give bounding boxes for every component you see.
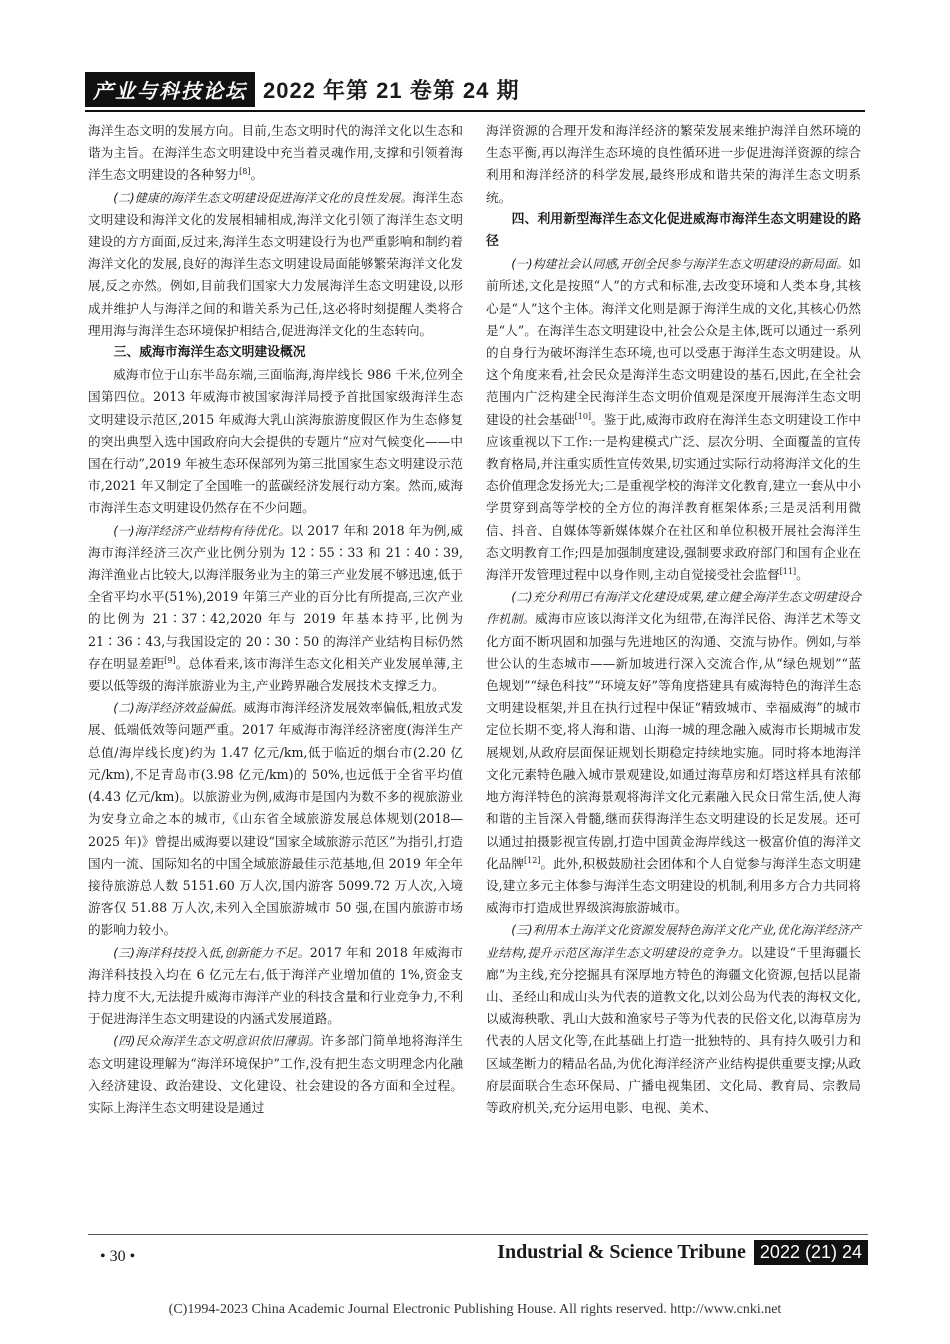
- running-header: [85, 72, 519, 106]
- header-rule: [85, 110, 865, 112]
- left-column: [88, 120, 463, 1119]
- running-footer: [497, 1240, 868, 1265]
- subheading: (二)海洋经济效益偏低。: [113, 701, 244, 716]
- journal-english-title: Industrial & Science Tribune: [497, 1241, 746, 1263]
- footer-rule: [88, 1234, 868, 1235]
- reference-mark[interactable]: [11]: [779, 566, 797, 576]
- copyright-notice: (C)1994-2023 China Academic Journal Electronic Publishing House. All rights reserved. http://www.cnki.net: [168, 1302, 782, 1317]
- subheading: (一)海洋经济产业结构有待优化。: [113, 523, 291, 538]
- paragraph: (三)利用本土海洋文化资源发展特色海洋文化产业,优化海洋经济产业结构,提升示范区海洋生态文明建设的竞争力。以建设“千里海疆长廊”为主线,充分挖掘具有深厚地方特色的海疆文化资源,包括以昆嵛山、圣经山和成山头为代表的道教文化,以刘公岛为代表的海权文化,以威海秧歌、乳山大鼓和渔家号子等为代表的民俗文化,以海草房为代表的人居文化等,在此基础上打造一批独特的、具有持久吸引力和区域垄断力的精品名品,为优化海洋经济产业结构提供重要支撑;从政府层面联合生态环保局、广播电视集团、文化局、教育局、宗教局等政府机关,充分运用电影、电视、美术、: [486, 923, 861, 1115]
- page-number: • 30 •: [100, 1248, 136, 1265]
- paragraph: (一)构建社会认同感,开创全民参与海洋生态文明建设的新局面。如前所述,文化是按照“人”的方式和标准,去改变环境和人类本身,其核心是“人”这个主体。海洋文化则是源于海洋生成的文化,其核心仍然是“人”。在海洋生态文明建设中,社会公众是主体,既可以通过一系列的自身行为破坏海洋生态环境,也可以受惠于海洋生态文明建设。从这个角度来看,社会民众是海洋生态文明建设的基石,因此,在全社会范围内广泛构建全民海洋生态文明价值观是深度开展海洋生态文明建设的社会基础[10]。鉴于此,威海市政府在海洋生态文明建设工作中应该重视以下工作:一是构建模式广泛、层次分明、全面覆盖的宣传教育格局,并注重实质性宣传效果,切实通过实际行动将海洋文化的生态价值理念发扬光大;二是重视学校的海洋文化教育,建立一套从中小学贯穿到高等学校的全方位的海洋教育框架体系;三是灵活利用微信、抖音、自媒体等新媒体媒介在社区和单位积极开展社会海洋生态文明教育工作;四是加强制度建设,强制要求政府部门和国有企业在海洋开发管理过程中以身作则,主动自觉接受社会监督[11]。: [486, 256, 861, 583]
- subheading: (三)利用本土海洋文化资源发展特色海洋文化产业,优化海洋经济产业结构,提升示范区海洋生态文明建设的竞争力。: [486, 923, 861, 960]
- section-heading: 四、利用新型海洋生态文化促进威海市海洋生态文明建设的路径: [486, 211, 861, 250]
- issue-label: 2022 年第 21 卷第 24 期: [263, 77, 520, 103]
- reference-mark[interactable]: [9]: [164, 655, 176, 665]
- reference-mark[interactable]: [12]: [523, 855, 541, 865]
- reference-mark[interactable]: [8]: [239, 167, 251, 177]
- subheading: (二)健康的海洋生态文明建设促进海洋文化的良性发展。: [113, 190, 413, 205]
- paragraph: (二)充分利用已有海洋文化建设成果,建立健全海洋生态文明建设合作机制。威海市应该以海洋文化为纽带,在海洋民俗、海洋艺术等文化方面不断巩固和加强与先进地区的沟通、交流与协作。例如,与举世公认的生态城市——新加坡进行深入交流合作,从“绿色规划”“蓝色规划”“绿色科技”“环境友好”等角度搭建具有威海特色的海洋生态文明建设框架,并且在执行过程中保证“精致城市、幸福威海”的城市定位长期不变,将人海和谐、山海一城的理念融入威海市长期城市发展规划,从政府层面保证规划长期稳定持续地实施。同时将本地海洋文化元素特色融入城市景观建设,如通过海草房和灯塔这样具有浓郁地方海洋特色的滨海景观将海洋文化元素融入民众日常生活,使人海和谐的主旨深入骨髓,继而获得海洋生态文明建设的长足发展。还可以通过拍摄影视宣传剧,打造中国黄金海岸线这一极富价值的海洋文化品牌[12]。此外,积极鼓励社会团体和个人自觉参与海洋生态文明建设,建立多元主体参与海洋生态文明建设的机制,利用多方合力共同将威海市打造成世界级滨海旅游城市。: [486, 590, 861, 916]
- section-heading: 三、威海市海洋生态文明建设概况: [113, 345, 306, 361]
- journal-brand: 产业与科技论坛: [85, 72, 255, 107]
- paragraph: (一)海洋经济产业结构有待优化。以 2017 年和 2018 年为例,威海市海洋经济三次产业比例分别为 12∶55∶33 和 21∶40∶39,海洋渔业占比较大,以海洋服务业为主的第三产业发展不够迅速,低于全省平均水平(51%),2019 年第三产业的百分比有所提高,三次产业的比例为 21∶37∶42,2020 年与 2019 年基本持平,比例为 21∶36∶43,与我国设定的 20∶30∶50 的海洋产业结构目标仍然存在明显差距[9]。总体看来,该市海洋生态文化相关产业发展单薄,主要以低等级的海洋旅游业为主,产业跨界融合发展技术支撑乏力。: [88, 522, 463, 694]
- paragraph: (四)民众海洋生态文明意识依旧薄弱。许多部门简单地将海洋生态文明建设理解为“海洋环境保护”工作,没有把生态文明理念内化融入经济建设、政治建设、文化建设、社会建设的各方面和全过程。实际上海洋生态文明建设是通过: [88, 1033, 463, 1115]
- paragraph: 海洋生态文明的发展方向。目前,生态文明时代的海洋文化以生态和谐为主旨。在海洋生态文明建设中充当着灵魂作用,支撑和引领着海洋生态文明建设的各种努力[8]。: [88, 123, 463, 183]
- subheading: (二)充分利用已有海洋文化建设成果,建立健全海洋生态文明建设合作机制。: [486, 590, 861, 627]
- paragraph: 威海市位于山东半岛东端,三面临海,海岸线长 986 千米,位列全国第四位。2013 年威海市被国家海洋局授予首批国家级海洋生态文明建设示范区,2015 年威海大乳山滨海旅游度假区作为生态修复的突出典型入选中国政府向大会提供的专题片“应对气候变化——中国在行动”,2019 年被生态环保部列为第三批国家生态文明建设示范市,2021 年又制定了全国唯一的蓝碳经济发展行动方案。然而,威海市海洋生态文明建设仍然存在不少问题。: [88, 367, 463, 516]
- subheading: (三)海洋科技投入低,创新能力不足。: [113, 945, 310, 960]
- subheading: (一)构建社会认同感,开创全民参与海洋生态文明建设的新局面。: [511, 257, 849, 272]
- paragraph: 海洋资源的合理开发和海洋经济的繁荣发展来维护海洋自然环境的生态平衡,再以海洋生态环境的良性循环进一步促进海洋资源的综合利用和海洋经济的科学发展,最终形成和谐共荣的海洋生态文明系统。: [486, 123, 861, 205]
- paragraph: (三)海洋科技投入低,创新能力不足。2017 年和 2018 年威海市海洋科技投入均在 6 亿元左右,低于海洋产业增加值的 1%,资金支持力度不大,无法提升威海市海洋产业的科技含量和行业竞争力,不利于促进海洋生态文明建设的内涵式发展道路。: [88, 944, 463, 1027]
- right-column: [486, 120, 861, 1119]
- reference-mark[interactable]: [10]: [574, 411, 592, 421]
- paragraph: (二)海洋经济效益偏低。威海市海洋经济发展效率偏低,粗放式发展、低端低效等问题严重。2017 年威海市海洋经济密度(海洋生产总值/海岸线长度)约为 1.47 亿元/km,低于临近的烟台市(2.20 亿元/km),不足青岛市(3.98 亿元/km)的 50%,也远低于全省平均值(4.43 亿元/km)。以旅游业为例,威海市是国内为数不多的视旅游业为安身立命之本的城市,《山东省全域旅游发展总体规划(2018—2025 年)》曾提出威海要以建设“国家全域旅游示范区”为指引,打造国内一流、国际知名的中国全域旅游最佳示范基地,但 2019 年全年接待旅游总人数 5151.60 万人次,国内游客 5099.72 万人次,入境游客仅 51.88 万人次,未列入全国旅游城市 50 强,在国内旅游市场的影响力较小。: [88, 700, 463, 938]
- subheading: (四)民众海洋生态文明意识依旧薄弱。: [113, 1034, 321, 1049]
- paragraph: (二)健康的海洋生态文明建设促进海洋文化的良性发展。海洋生态文明建设和海洋文化的发展相辅相成,海洋文化引领了海洋生态文明建设的方方面面,反过来,海洋生态文明建设行为也严重影响和制约着海洋文化的发展,良好的海洋生态文明建设局面能够繁荣海洋文化发展,反之亦然。例如,目前我们国家大力发展海洋生态文明建设,以形成并维护人与海洋之间的和谐关系为己任,这必将时刻提醒人类将合理用海与海洋生态环境保护相结合,促进海洋文化的生态转向。: [88, 189, 463, 338]
- journal-issue-badge: 2022 (21) 24: [754, 1240, 868, 1265]
